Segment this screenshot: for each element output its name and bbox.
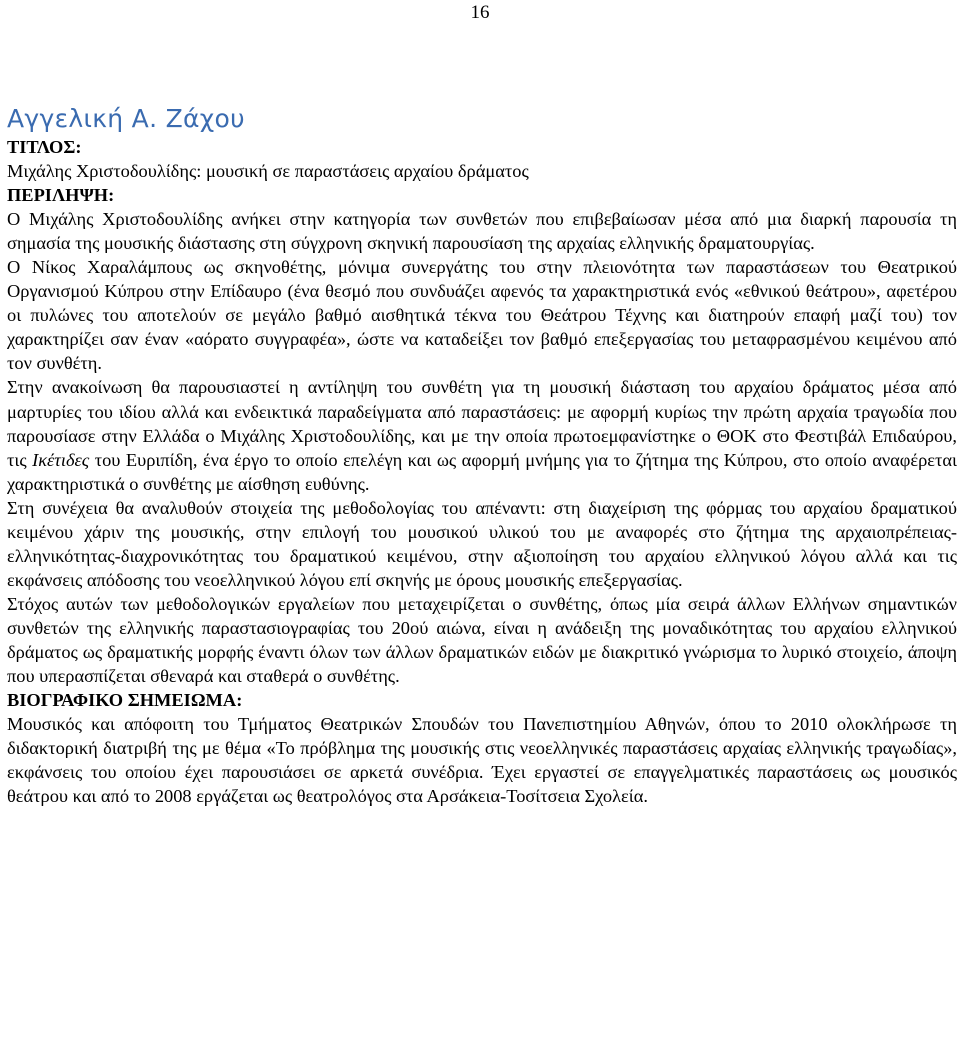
summary-paragraph-1: Ο Μιχάλης Χριστοδουλίδης ανήκει στην κατηγορία των συνθετών που επιβεβαίωσαν μέσα από μια διαρκή παρουσία τη σημασία της μουσικής διάστασης στη σύγχρονη σκηνική παρουσίαση της αρχαίας ελληνικής δραματουργίας. [7, 209, 957, 254]
summary-label: ΠΕΡΙΛΗΨΗ: [7, 185, 115, 206]
page-number: 16 [470, 2, 490, 23]
summary-paragraph-3 [7, 375, 957, 495]
document-body [7, 103, 957, 808]
summary-paragraph-5: Στόχος αυτών των μεθοδολογικών εργαλείων που μεταχειρίζεται ο συνθέτης, όπως μία σειρά άλλων Ελλήνων σημαντικών συνθετών της ελληνικής παραστασιογραφίας του 20ού αιώνα, είναι η ανάδειξη της μοναδικότητας του αρχαίου ελληνικού δράματος ως δραματικής μορφής έναντι όλων των άλλων δραματικών ειδών με διακριτικό γνώρισμα το λυρικό στοιχείο, άποψη που υπερασπίζεται σθεναρά και σταθερά ο συνθέτης. [7, 593, 957, 687]
title-label: ΤΙΤΛΟΣ: [7, 137, 82, 157]
title-text: Μιχάλης Χριστοδουλίδης: μουσική σε παραστάσεις αρχαίου δράματος [7, 161, 529, 182]
bio-text: Μουσικός και απόφοιτη του Τμήματος Θεατρικών Σπουδών του Πανεπιστημίου Αθηνών, όπου το 2010 ολοκλήρωσε τη διδακτορική διατριβή της με θέμα «Το πρόβλημα της μουσικής στις νεοελληνικές παραστάσεις αρχαίας ελληνικής τραγωδίας», εκφάνσεις του οποίου έχει παρουσιάσει σε αρκετά συνέδρια. Έχει εργαστεί σε επαγγελματικές παραστάσεις ως μουσικός θεάτρου και από το 2008 εργάζεται ως θεατρολόγος στα Αρσάκεια-Τοσίτσεια Σχολεία. [7, 714, 957, 807]
work-title-italic: Ικέτιδες [32, 449, 90, 470]
summary-paragraph-2: Ο Νίκος Χαραλάμπους ως σκηνοθέτης, μόνιμα συνεργάτης του στην πλειονότητα των παραστάσεων του Θεατρικού Οργανισμού Κύπρου στην Επίδαυρο (ένα θεσμό που συνδυάζει αφενός τα χαρακτηριστικά ενός «εθνικού θεάτρου», αφετέρου οι πυλώνες του αποτελούν σε μεγάλο βαθμό αισθητικά τέκνα του Θεάτρου Τέχνης και διατηρούν επαφή μαζί του) τον χαρακτηρίζει σαν έναν «αόρατο συγγραφέα», ώστε να καταδείξει τον βαθμό επεξεργασίας του μεταφρασμένου κειμένου από τον συνθέτη. [7, 257, 957, 374]
author-name: Αγγελική Α. Ζάχου [7, 104, 245, 133]
summary-paragraph-3-end: του Ευριπίδη, ένα έργο το οποίο επελέγη και ως αφορμή μνήμης για το ζήτημα της Κύπρου, στο οποίο αναφέρεται χαρακτηριστικά ο συνθέτης με αίσθηση ευθύνης. [7, 449, 958, 494]
summary-paragraph-3-start: Στην ανακοίνωση θα παρουσιαστεί η αντίληψη του συνθέτη για τη μουσική διάσταση του αρχαίου δράματος μέσα από μαρτυρίες του ιδίου αλλά και ενδεικτικά παραδείγματα από παραστάσεις: με αφορμή κυρίως την πρώτη αρχαία τραγωδία που παρουσίασε στην Ελλάδα ο Μιχάλης Χριστοδουλίδης, και με την οποία πρωτοεμφανίστηκε ο ΘΟΚ στο Φεστιβάλ Επιδαύρου, τις [7, 377, 957, 470]
bio-label: ΒΙΟΓΡΑΦΙΚΟ ΣΗΜΕΙΩΜΑ: [7, 690, 243, 711]
summary-paragraph-4: Στη συνέχεια θα αναλυθούν στοιχεία της μεθοδολογίας του απέναντι: στη διαχείριση της φόρμας του αρχαίου δραματικού κειμένου χάριν της μουσικής, στην επιλογή του μουσικού υλικού του με αναφορές στο ζήτημα της αρχαιοπρέπειας-ελληνικότητας-διαχρονικότητας του δραματικού κειμένου, στην αξιοποίηση του αρχαίου ελληνικού λόγου αλλά και τις εκφάνσεις απόδοσης του νεοελληνικού λόγου επί σκηνής με όρους μουσικής επεξεργασίας. [7, 497, 957, 590]
